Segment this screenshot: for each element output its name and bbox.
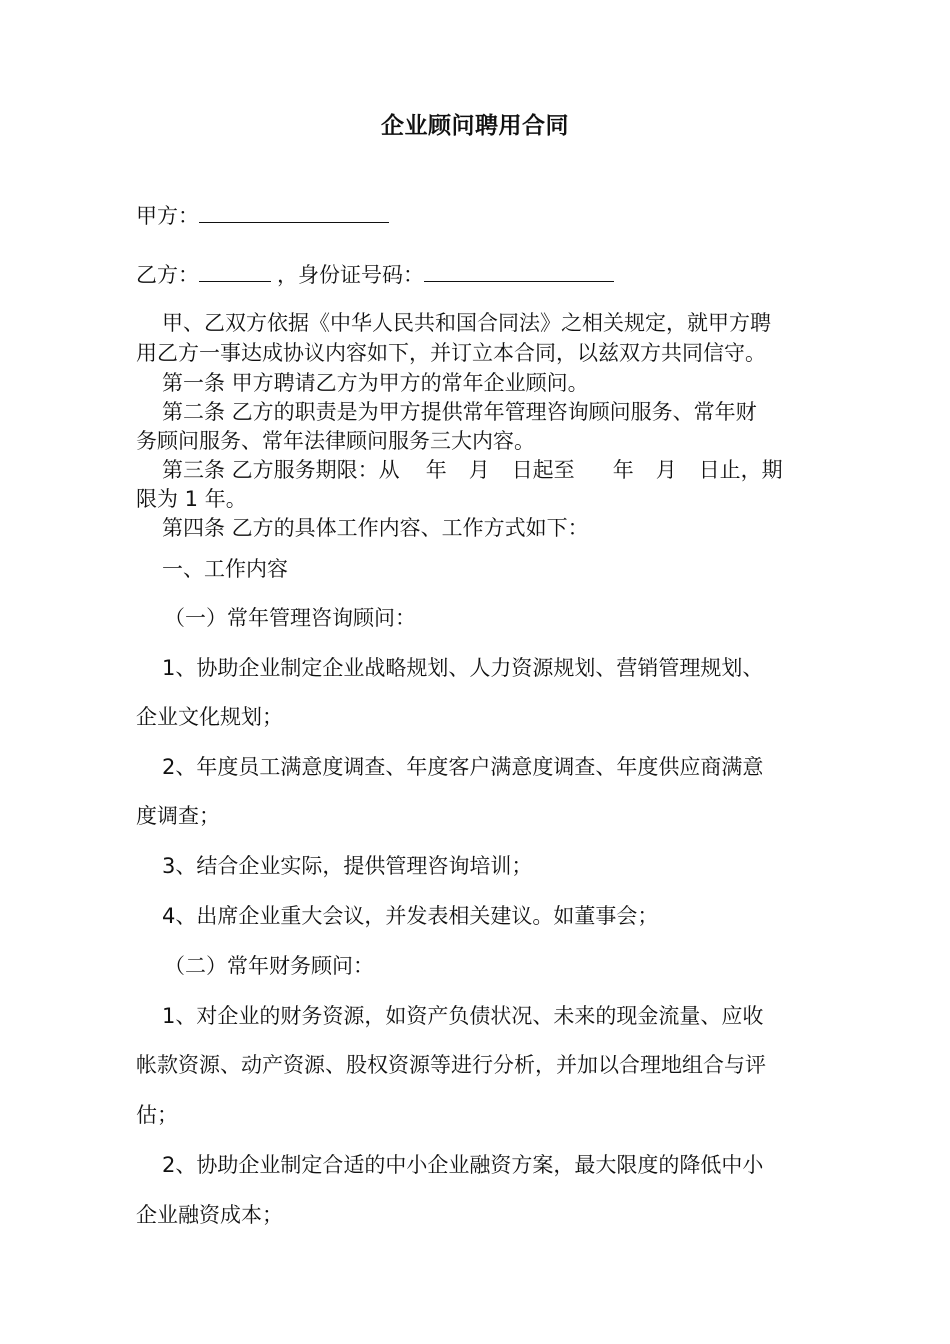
finance-item-1-line-3: 估； (136, 1103, 178, 1127)
end-year: 年 (612, 458, 634, 482)
party-a-label: 甲方： (136, 204, 199, 228)
article-2-line-2: 务顾问服务、常年法律顾问服务三大内容。 (136, 429, 535, 453)
start-day: 日起至 (511, 458, 575, 482)
section-work-content: 一、工作内容 (162, 557, 288, 581)
article-1: 第一条 甲方聘请乙方为甲方的常年企业顾问。 (162, 371, 589, 395)
id-number-blank[interactable] (424, 259, 614, 282)
party-a-blank[interactable] (199, 200, 389, 223)
party-a-line (136, 200, 816, 231)
management-item-1-line-1: 1、协助企业制定企业战略规划、人力资源规划、营销管理规划、 (162, 656, 764, 680)
article-3-line-1 (136, 455, 842, 485)
finance-item-1-line-1: 1、对企业的财务资源，如资产负债状况、未来的现金流量、应收 (162, 1004, 764, 1028)
intro-line-1: 甲、乙双方依据《中华人民共和国合同法》之相关规定，就甲方聘 (162, 311, 771, 335)
id-number-label: 身份证号码： (298, 263, 424, 287)
intro-line-2: 用乙方一事达成协议内容如下，并订立本合同，以兹双方共同信守。 (136, 341, 766, 365)
management-item-3: 3、结合企业实际，提供管理咨询培训； (162, 854, 533, 878)
management-item-2-line-2: 度调查； (136, 804, 220, 828)
article-4: 第四条 乙方的具体工作内容、工作方式如下： (162, 516, 589, 540)
document-title: 企业顾问聘用合同 (381, 113, 569, 139)
article-3-period-label: 第三条 乙方服务期限：从 (162, 458, 400, 482)
article-3-line-2: 限为 1 年。 (136, 487, 247, 511)
party-b-line (136, 259, 816, 290)
management-item-2-line-1: 2、年度员工满意度调查、年度客户满意度调查、年度供应商满意 (162, 755, 764, 779)
end-day: 日止，期 (698, 458, 783, 482)
finance-item-2-line-2: 企业融资成本； (136, 1203, 283, 1227)
finance-item-1-line-2: 帐款资源、动产资源、股权资源等进行分析，并加以合理地组合与评 (136, 1053, 766, 1077)
party-b-comma: ， (277, 263, 298, 287)
start-year: 年 (425, 458, 447, 482)
management-item-4: 4、出席企业重大会议，并发表相关建议。如董事会； (162, 904, 659, 928)
management-item-1-line-2: 企业文化规划； (136, 705, 283, 729)
start-month: 月 (468, 458, 490, 482)
party-b-name-blank[interactable] (199, 259, 271, 282)
party-b-label: 乙方： (136, 263, 199, 287)
sub-management-title: （一）常年管理咨询顾问： (164, 606, 416, 630)
finance-item-2-line-1: 2、协助企业制定合适的中小企业融资方案，最大限度的降低中小 (162, 1153, 764, 1177)
article-2-line-1: 第二条 乙方的职责是为甲方提供常年管理咨询顾问服务、常年财 (162, 400, 757, 424)
sub-finance-title: （二）常年财务顾问： (164, 954, 374, 978)
end-month: 月 (655, 458, 677, 482)
